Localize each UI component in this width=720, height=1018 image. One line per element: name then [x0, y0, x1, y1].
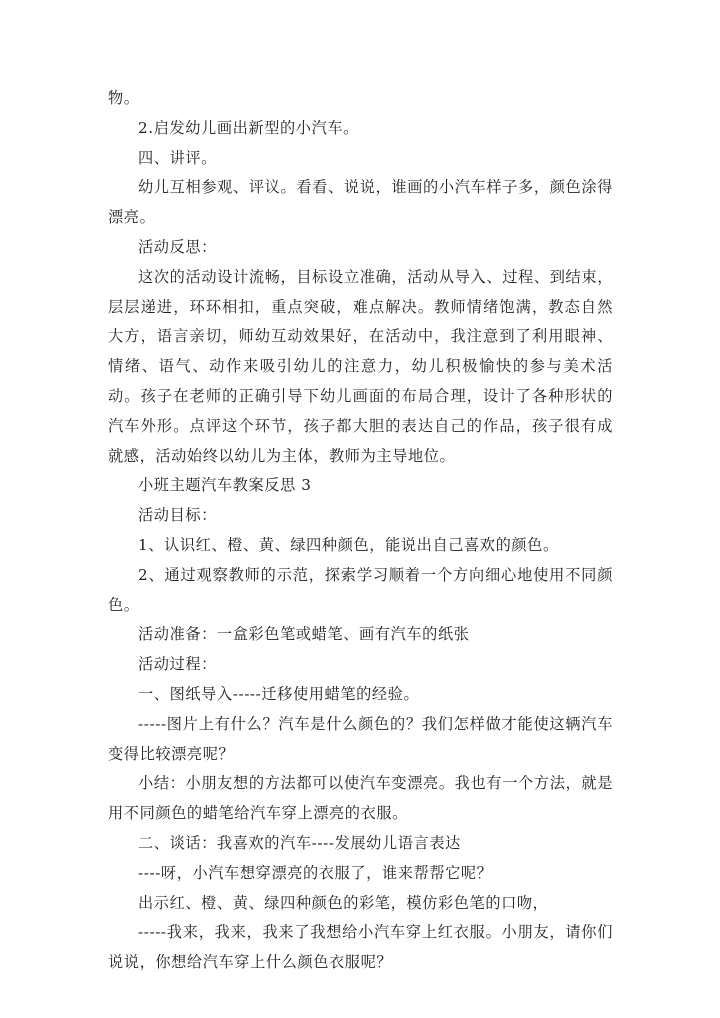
- paragraph-4: 幼儿互相参观、评议。看看、说说，谁画的小汽车样子多，颜色涂得漂亮。: [108, 178, 613, 227]
- paragraph-17: ----呀，小汽车想穿漂亮的衣服了，谁来帮帮它呢？: [138, 863, 493, 882]
- paragraph-9: 1、认识红、橙、黄、绿四种颜色，能说出自己喜欢的颜色。: [138, 535, 559, 554]
- paragraph-14: -----图片上有什么？汽车是什么颜色的？我们怎样做才能使这辆汽车变得比较漂亮呢？: [108, 714, 613, 763]
- paragraph-15: 小结：小朋友想的方法都可以使汽车变漂亮。我也有一个方法，就是用不同颜色的蜡笔给汽车穿上漂亮的衣服。: [108, 774, 613, 823]
- paragraph-11: 活动准备：一盒彩色笔或蜡笔、画有汽车的纸张: [138, 625, 470, 644]
- document-body: [108, 84, 613, 978]
- paragraph-1: 物。: [108, 89, 140, 107]
- paragraph-8: 活动目标：: [138, 506, 217, 525]
- paragraph-10: 2、通过观察教师的示范，探索学习顺着一个方向细心地使用不同颜色。: [108, 565, 613, 614]
- paragraph-5: 活动反思：: [138, 237, 217, 256]
- paragraph-19: -----我来，我来，我来了我想给小汽车穿上红衣服。小朋友，请你们说说，你想给汽车穿上什么颜色衣服呢？: [108, 923, 613, 972]
- paragraph-13: 一、图纸导入-----迁移使用蜡笔的经验。: [138, 684, 420, 703]
- paragraph-18: 出示红、橙、黄、绿四种颜色的彩笔，模仿彩色笔的口吻，: [138, 893, 549, 912]
- section-heading: 小班主题汽车教案反思 3: [138, 476, 312, 495]
- paragraph-16: 二、谈话：我喜欢的汽车----发展幼儿语言表达: [138, 833, 461, 852]
- paragraph-12: 活动过程：: [138, 655, 217, 674]
- paragraph-3: 四、讲评。: [138, 148, 217, 167]
- paragraph-2: 2.启发幼儿画出新型的小汽车。: [138, 118, 359, 137]
- paragraph-6: 这次的活动设计流畅，目标设立准确，活动从导入、过程、到结束，层层递进，环环相扣，重点突破，难点解决。教师情绪饱满，教态自然大方，语言亲切，师幼互动效果好，在活动中，我注意到了利用眼神、情绪、语气、动作来吸引幼儿的注意力，幼儿积极愉快的参与美术活动。孩子在老师的正确引导下幼儿画面的布局合理，设计了各种形状的汽车外形。点评这个环节，孩子都大胆的表达自己的作品，孩子很有成就感，活动始终以幼儿为主体，教师为主导地位。: [108, 267, 613, 465]
